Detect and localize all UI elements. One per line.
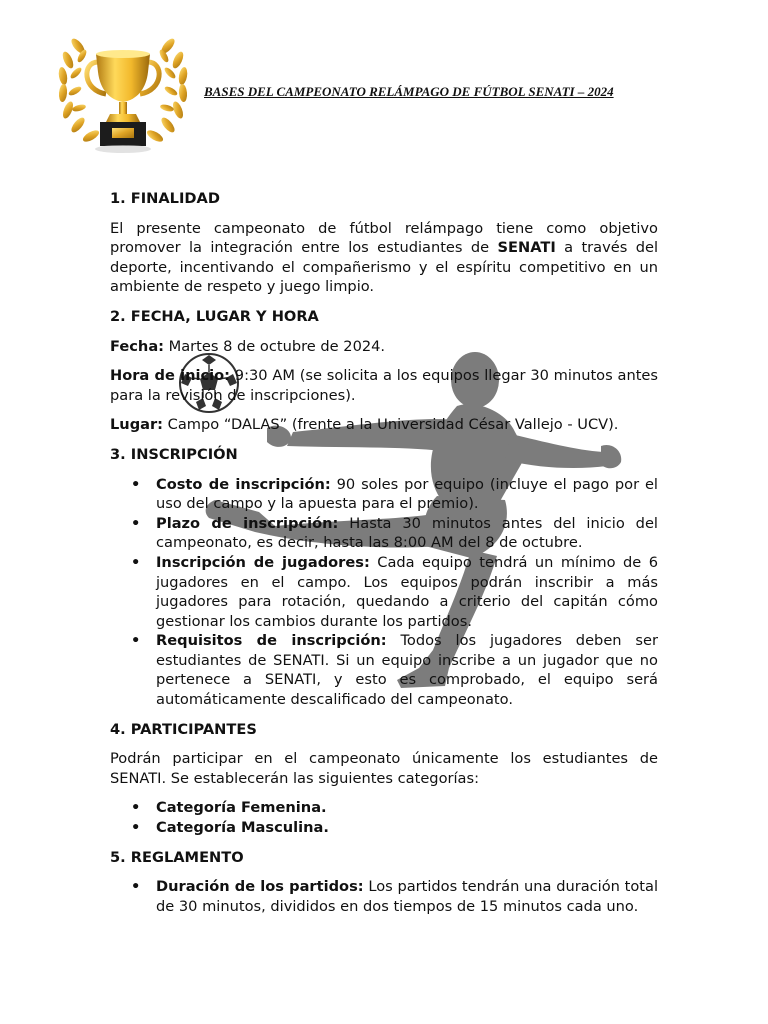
list-item-text: Hasta 30 minutos antes del inicio del campeonato, es decir, hasta las 8:00 AM del 8 de octubre. [156, 514, 658, 552]
section-heading-fecha: 2. FECHA, LUGAR Y HORA [110, 307, 319, 325]
list-item [156, 818, 658, 838]
fecha-label: Fecha: [110, 337, 164, 355]
fecha-value: Martes 8 de octubre de 2024. [164, 337, 386, 355]
participantes-list [110, 798, 658, 837]
lugar-paragraph [110, 415, 658, 435]
reglamento-list [110, 877, 658, 916]
list-item [156, 631, 658, 709]
category-masculina: Categoría Masculina. [156, 819, 329, 837]
list-item-text: Los partidos tendrán una duración total de 30 minutos, divididos en dos tiempos de 15 minutos cada uno. [156, 878, 658, 915]
list-item-label: Requisitos de inscripción: [156, 632, 387, 650]
section-heading-participantes: 4. PARTICIPANTES [110, 720, 257, 738]
lugar-label: Lugar: [110, 416, 164, 434]
fecha-paragraph [110, 337, 658, 357]
lugar-value: Campo “DALAS” (frente a la Universidad César Vallejo - UCV). [163, 416, 619, 434]
list-item-text: Cada equipo tendrá un mínimo de 6 jugadores en el campo. Los equipos podrán inscribir a más jugadores para rotación, quedando a criterio del capitán cómo gestionar los cambios durante los partidos. [156, 553, 658, 630]
finalidad-text-end: a través del deporte, incentivando el compañerismo y el espíritu competitivo en un ambiente de respeto y juego limpio. [110, 239, 659, 296]
list-item-label: Duración de los partidos: [156, 878, 364, 896]
section-heading-finalidad: 1. FINALIDAD [110, 190, 220, 207]
list-item-text: 90 soles por equipo (incluye el pago por el uso del campo y la apuesta para el premio). [156, 475, 658, 513]
inscripcion-list [110, 475, 658, 710]
list-item-label: Inscripción de jugadores: [156, 553, 370, 571]
document-title: BASES DEL CAMPEONATO RELÁMPAGO DE FÚTBOL SENATI – 2024 [204, 84, 614, 99]
section-heading-inscripcion: 3. INSCRIPCIÓN [110, 445, 238, 463]
list-item-label: Plazo de inscripción: [156, 514, 339, 532]
list-item-text: Todos los jugadores deben ser estudiantes de SENATI. Si un equipo inscribe a un jugador que no pertenece a SENATI, y esto es comprobado, el equipo será automáticamente descalificado del campeonato. [156, 632, 658, 709]
category-femenina: Categoría Femenina. [156, 799, 327, 817]
participantes-paragraph: Podrán participar en el campeonato únicamente los estudiantes de SENATI. Se establecerán las siguientes categorías: [110, 750, 658, 787]
list-item [156, 877, 658, 916]
hora-value: 9:30 AM (se solicita a los equipos llegar 30 minutos antes para la revisión de inscripciones). [110, 367, 658, 404]
list-item [156, 798, 658, 818]
list-item-label: Costo de inscripción: [156, 475, 331, 493]
hora-label: Hora de inicio: [110, 367, 231, 385]
list-item [156, 475, 658, 514]
section-heading-reglamento: 5. REGLAMENTO [110, 848, 244, 866]
finalidad-paragraph [110, 219, 658, 297]
senati-bold: SENATI [497, 239, 556, 257]
trophy-icon [54, 28, 192, 160]
list-item [156, 553, 658, 631]
finalidad-text: El presente campeonato de fútbol relámpago tiene como objetivo promover la integración entre los estudiantes de [110, 219, 658, 257]
hora-paragraph [110, 366, 658, 405]
list-item [156, 514, 658, 553]
document-body [110, 189, 658, 926]
